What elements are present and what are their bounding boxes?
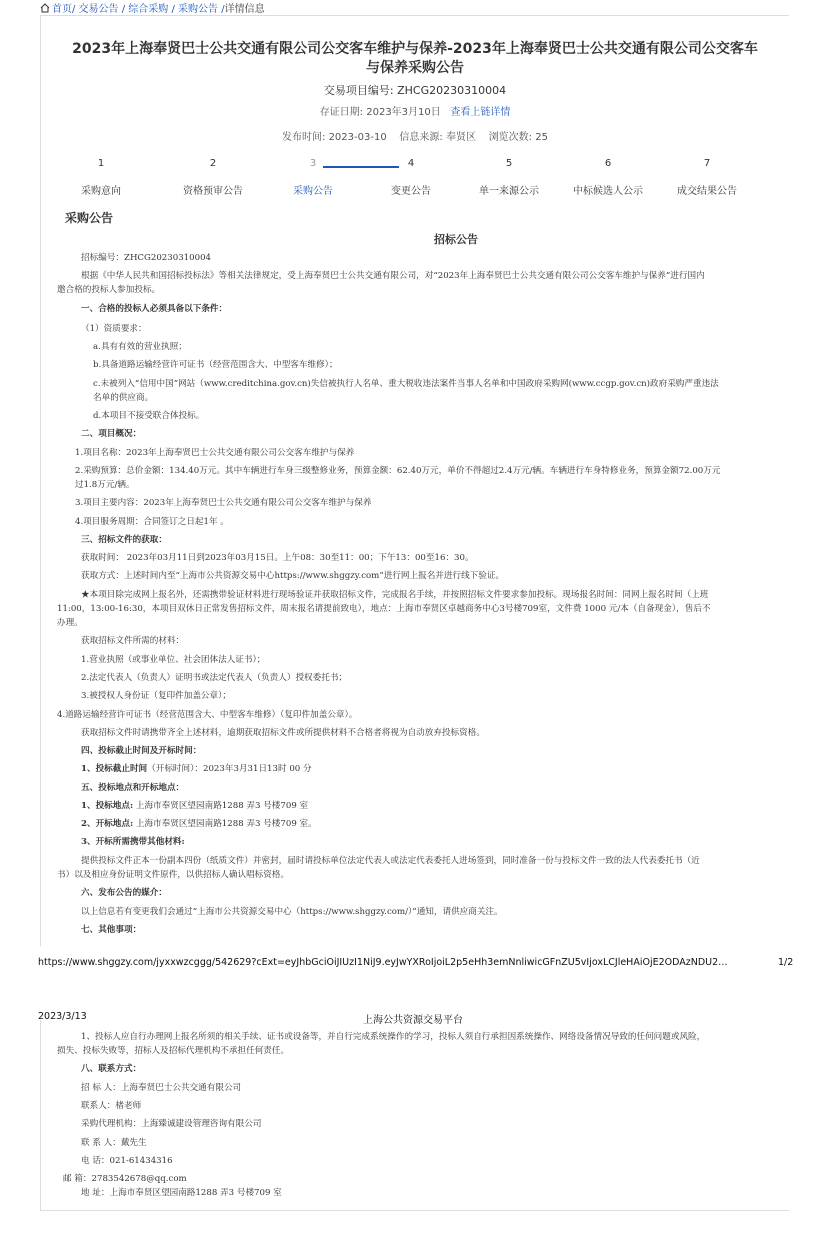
step-purchase[interactable]: 3 采购公告 (293, 158, 333, 197)
step-result[interactable]: 7 成交结果公告 (677, 158, 737, 197)
breadcrumb-current: 详情信息 (224, 4, 265, 15)
text-line: 联 系 人：戴先生 (81, 1138, 147, 1148)
text-line: 六、发布公告的媒介： (81, 888, 167, 898)
text-line: 1.项目名称：2023年上海奉贤巴士公共交通有限公司公交客车维护与保养 (75, 448, 355, 458)
step-prequal[interactable]: 2 资格预审公告 (183, 158, 243, 197)
page-title: 2023年上海奉贤巴士公共交通有限公司公交客车维护与保养-2023年上海奉贤巴士公共交通有限公司公交客车 (72, 41, 758, 57)
project-number: 交易项目编号: ZHCG20230310004 (323, 84, 507, 97)
step-candidate[interactable]: 6 中标候选人公示 (573, 158, 643, 197)
text-line: 三、招标文件的获取： (81, 535, 167, 545)
site-name: 上海公共资源交易平台 (363, 1015, 463, 1026)
breadcrumb-comprehensive[interactable]: 综合采购 / (128, 4, 175, 15)
text-line: 五、投标地点和开标地点： (81, 783, 185, 793)
text-line: b.具备道路运输经营许可证书（经营范围含大、中型客车维修）； (93, 360, 338, 370)
text-line: 获取时间： 2023年03月11日到2023年03月15日。上午08：30至11：00；下午13：00至16：30。 (81, 553, 474, 563)
footer-url: https://www.shggzy.com/jyxxwzcggg/542629?cExt=eyJhbGciOiJIUzI1NiJ9.eyJwYXRoIjoiL2p5eHh3emNnliwicGFnZU5vIjoxLCJleHAiOjE2ODAzNDU2… (38, 957, 728, 968)
notice-panel-continued (40, 1020, 789, 1211)
text-line: 一、合格的投标人必须具备以下条件： (81, 304, 228, 314)
text-line: 提供投标文件正本一份副本四份（纸质文件）并密封，届时请投标单位法定代表人或法定代表委托人进场签到，同时准备一份与投标文件一致的法人代表委托书（近 (81, 856, 700, 866)
step-change[interactable]: 4 变更公告 (391, 158, 431, 197)
notice-panel (40, 15, 789, 946)
chain-detail-link[interactable]: 查看上链详情 (450, 107, 511, 118)
doc-title: 招标公告 (434, 233, 478, 246)
home-icon (40, 3, 50, 13)
text-line: 获取招标文件所需的材料： (81, 636, 185, 646)
breadcrumb-purchase[interactable]: 采购公告 / (178, 4, 225, 15)
text-line: 2.法定代表人（负责人）证明书或法定代表人（负责人）授权委托书； (81, 673, 348, 683)
text-line: 损失、投标失败等，招标人及招标代理机构不承担任何责任。 (57, 1046, 290, 1056)
text-line: 地 址：上海市奉贤区望园南路1288 弄3 号楼709 室 (81, 1188, 282, 1198)
text-line: 3.项目主要内容：2023年上海奉贤巴士公共交通有限公司公交客车维护与保养 (75, 498, 372, 508)
text-line: 3、开标所需携带其他材料: (81, 837, 185, 847)
text-line: 七、其他事项： (81, 925, 142, 935)
text-line: 招 标 人：上海奉贤巴士公共交通有限公司 (81, 1083, 242, 1093)
step-intent[interactable]: 1 采购意向 (81, 158, 121, 197)
text-line: ★本项目除完成网上报名外，还需携带验证材料进行现场验证并获取招标文件，完成报名手续，并按照招标文件要求参加投标。现场报名时间：同网上报名时间（上班 (81, 590, 709, 600)
text-line: 2.采购预算：总价金额：134.40万元。其中车辆进行车身三级整修业务，预算金额：62.40万元，单价不得超过2.4万元/辆。车辆进行车身特修业务，预算金额72.00万元 (75, 466, 721, 476)
step-tabs (41, 158, 789, 203)
page-number: 1/2 (778, 957, 794, 968)
cert-date: 存证日期: 2023年3月10日 查看上链详情 (319, 107, 511, 118)
text-line: 4.项目服务周期：合同签订之日起1年 。 (75, 517, 229, 527)
text-line: 获取招标文件时请携带齐全上述材料，逾期获取招标文件或所提供材料不合格者将视为自动放弃投标资格。 (81, 728, 485, 738)
text-line: a.具有有效的营业执照； (93, 342, 187, 352)
text-line: 二、项目概况： (81, 429, 142, 439)
text-line: 4.道路运输经营许可证书（经营范围含大、中型客车维修）（复印件加盖公章）。 (57, 710, 358, 720)
text-line: 3.被授权人身份证（复印件加盖公章）； (81, 691, 231, 701)
print-date: 2023/3/13 (38, 1011, 87, 1022)
text-line: 名单的供应商。 (93, 393, 154, 403)
step-single-source[interactable]: 5 单一来源公示 (479, 158, 539, 197)
text-line: 以上信息若有变更我们会通过“上海市公共资源交易中心（https://www.shggzy.com/）”通知，请供应商关注。 (81, 907, 503, 917)
text-line: 邀合格的投标人参加投标。 (57, 285, 161, 295)
text-line: 电 话：021-61434316 (81, 1156, 173, 1166)
breadcrumb-home[interactable]: 首页/ (52, 4, 76, 15)
text-line: 八、联系方式： (81, 1064, 142, 1074)
text-line: c.未被列入“信用中国”网站（www.creditchina.gov.cn)失信被执行人名单、重大税收违法案件当事人名单和中国政府采购网(www.ccgp.gov.cn)政府采购严重违法 (93, 379, 719, 389)
breadcrumb (40, 0, 265, 15)
text-line: 采购代理机构：上海臻诚建设管理咨询有限公司 (81, 1119, 262, 1129)
text-line: 11:00，13:00-16:30，本项目双休日正常发售招标文件，周末报名请提前致电），地点：上海市奉贤区卓越商务中心3号楼709室，文件费 1000 元/本（自备现金），售后不 (57, 604, 711, 614)
text-line: 获取方式：上述时间内至“上海市公共资源交易中心https://www.shggzy.com”进行网上报名并进行线下验证。 (81, 571, 505, 581)
text-line: （1）资质要求： (81, 324, 147, 334)
text-line: 办理。 (57, 618, 83, 628)
text-line: 1.营业执照（或事业单位、社会团体法人证书）； (81, 655, 266, 665)
text-line: 1、投标地点: 上海市奉贤区望园南路1288 弄3 号楼709 室 (81, 801, 309, 811)
text-line: 1、投标人应自行办理网上报名所须的相关手续、证书或设备等，并自行完成系统操作的学习，投标人须自行承担因系统操作、网络设备情况导致的任何问题或风险， (81, 1032, 706, 1042)
section-heading: 采购公告 (65, 211, 114, 225)
text-line: 邮 箱：2783542678@qq.com (63, 1174, 187, 1184)
text-line: 四、投标截止时间及开标时间： (81, 746, 202, 756)
text-line: 根据《中华人民共和国招标投标法》等相关法律规定，受上海奉贤巴士公共交通有限公司，对“2023年上海奉贤巴士公共交通有限公司公交客车维护与保养”进行国内 (81, 271, 705, 281)
text-line: 1、投标截止时间（开标时间）：2023年3月31日13时 00 分 (81, 764, 312, 774)
text-line: d.本项目不接受联合体投标。 (93, 411, 205, 421)
text-line: 过1.8万元/辆。 (75, 480, 135, 490)
publish-meta: 发布时间: 2023-03-10 信息来源: 奉贤区 浏览次数: 25 (282, 132, 548, 143)
text-line: 联系人：楮老师 (81, 1101, 142, 1111)
page-title-cont: 与保养采购公告 (366, 60, 464, 76)
text-line: 书）以及相应身份证明文件原件，以供招标人确认唱标资格。 (57, 870, 290, 880)
text-line: 2、开标地点: 上海市奉贤区望园南路1288 弄3 号楼709 室。 (81, 819, 317, 829)
text-line: 招标编号：ZHCG20230310004 (81, 253, 212, 263)
breadcrumb-trading[interactable]: 交易公告 / (75, 4, 126, 15)
